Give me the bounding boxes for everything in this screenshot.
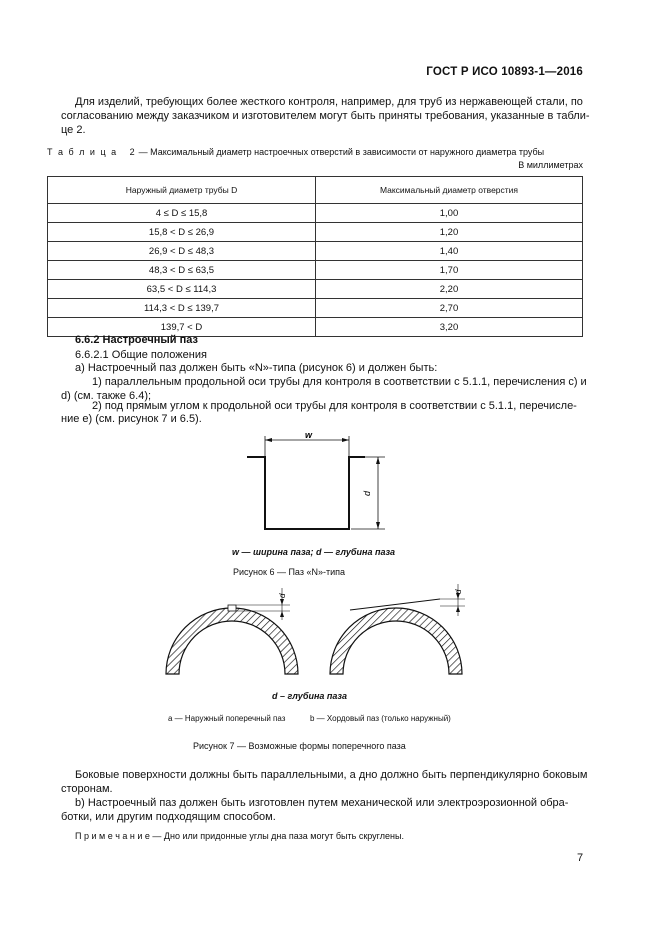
item-a1-line-1: 1) параллельным продольной оси трубы для контроля в соответствии с 5.1.1, перечисления с) и [92, 376, 587, 388]
value-cell: 1,40 [316, 242, 583, 261]
item-b-line-2: ботки, или другим подходящим способом. [61, 811, 276, 823]
range-cell: 139,7 < D [48, 318, 316, 337]
range-cell: 4 ≤ D ≤ 15,8 [48, 204, 316, 223]
width-label: w [305, 430, 313, 440]
table-units: В миллиметрах [518, 160, 583, 170]
closing-line-1: Боковые поверхности должны быть параллельными, а дно должно быть перпендикулярно боковым [75, 769, 588, 781]
table-row [48, 280, 583, 299]
diameter-table [47, 176, 583, 337]
figure-7-transverse-notch-diagram [140, 580, 480, 680]
note [75, 830, 404, 842]
col-header-max-hole: Максимальный диаметр отверстия [316, 177, 583, 204]
table-row [48, 242, 583, 261]
table-title [47, 146, 544, 158]
closing-line-2: сторонам. [61, 783, 113, 795]
range-cell: 114,3 < D ≤ 139,7 [48, 299, 316, 318]
figure-6-caption: Рисунок 6 — Паз «N»-типа [233, 567, 345, 577]
intro-line-1: Для изделий, требующих более жесткого контроля, например, для труб из нержавеющей стали, по [75, 96, 583, 108]
col-header-outer-diameter: Наружный диаметр трубы D [48, 177, 316, 204]
table-row [48, 299, 583, 318]
item-a2-line-1: 2) под прямым углом к продольной оси трубы для контроля в соответствии с 5.1.1, перечисле- [92, 400, 577, 412]
item-b-line-1: b) Настроечный паз должен быть изготовлен путем механической или электроэрозионной обра- [75, 797, 569, 809]
value-cell: 2,20 [316, 280, 583, 299]
note-label: П р и м е ч а н и е [75, 831, 150, 841]
subsection-heading: 6.6.2.1 Общие положения [75, 349, 207, 361]
depth-label: d [362, 490, 372, 496]
figure-7-legend: d – глубина паза [272, 691, 348, 701]
value-cell: 3,20 [316, 318, 583, 337]
depth-label-right: d [454, 589, 463, 594]
table-row [48, 204, 583, 223]
item-a2-line-2: ние е) (см. рисунок 7 и 6.5). [61, 413, 202, 425]
note-text: — Дно или придонные углы дна паза могут быть скруглены. [149, 831, 404, 841]
figure-6-legend: w — ширина паза; d — глубина паза [232, 547, 396, 557]
figure-7-caption: Рисунок 7 — Возможные формы поперечного паза [193, 741, 406, 751]
intro-line-2: согласованию между заказчиком и изготовителем могут быть приняты требования, указанные в табли- [61, 110, 590, 122]
value-cell: 1,70 [316, 261, 583, 280]
value-cell: 2,70 [316, 299, 583, 318]
table-title-text: — Максимальный диаметр настроечных отверстий в зависимости от наружного диаметра трубы [136, 147, 545, 157]
range-cell: 15,8 < D ≤ 26,9 [48, 223, 316, 242]
range-cell: 48,3 < D ≤ 63,5 [48, 261, 316, 280]
item-a1-line-2: d) (см. также 6.4); [61, 390, 152, 402]
table-label: Т а б л и ц а 2 [47, 147, 137, 157]
page-number: 7 [577, 852, 584, 864]
depth-label-left: d [278, 593, 287, 598]
standard-header: ГОСТ Р ИСО 10893-1—2016 [426, 66, 583, 78]
table-row [48, 223, 583, 242]
figure-7-sub-b: b — Хордовый паз (только наружный) [310, 714, 451, 723]
section-heading: 6.6.2 Настроечный паз [75, 334, 198, 346]
item-a: а) Настроечный паз должен быть «N»-типа (рисунок 6) и должен быть: [75, 362, 438, 374]
range-cell: 63,5 < D ≤ 114,3 [48, 280, 316, 299]
intro-line-3: це 2. [61, 124, 86, 136]
figure-6-notch-diagram [230, 426, 400, 546]
value-cell: 1,00 [316, 204, 583, 223]
table-header-row [48, 177, 583, 204]
range-cell: 26,9 < D ≤ 48,3 [48, 242, 316, 261]
table-row [48, 261, 583, 280]
figure-7-sub-a: a — Наружный поперечный паз [168, 714, 286, 723]
value-cell: 1,20 [316, 223, 583, 242]
